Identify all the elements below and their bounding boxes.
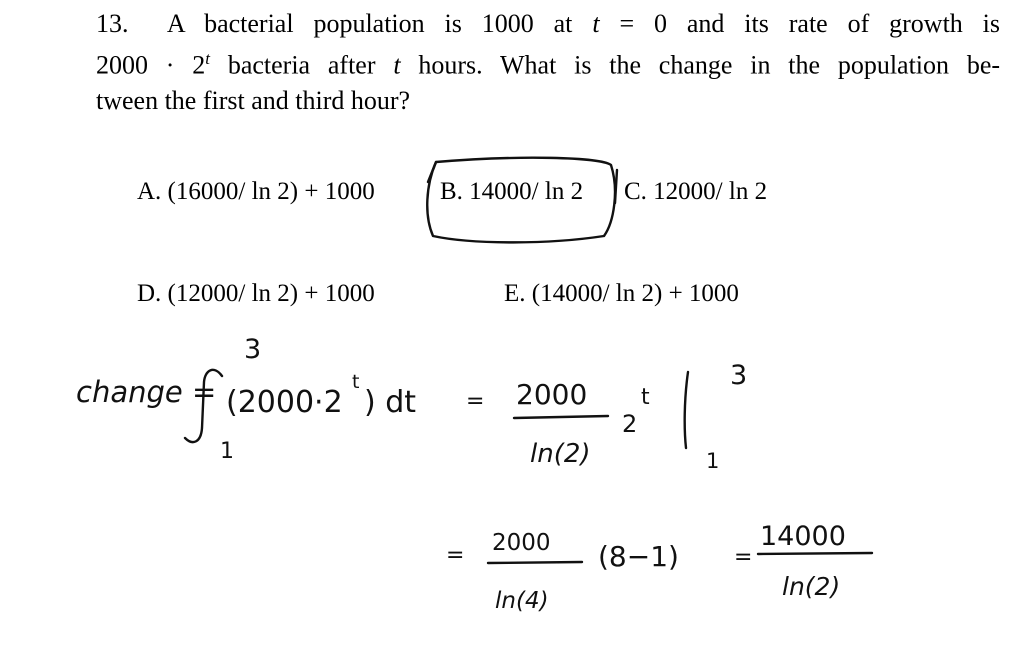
question-text-part: tween the first and third hour? <box>96 85 411 115</box>
fraction-2-bar <box>488 562 582 563</box>
evaluation-lower: 1 <box>706 449 720 473</box>
question-text-part: = 0 and its rate of growth is <box>619 9 1001 38</box>
equals-sign-3: = <box>734 545 753 570</box>
change-label: change = <box>76 375 217 409</box>
integrand: (2000·2 <box>226 385 343 420</box>
upper-limit: 3 <box>244 334 262 365</box>
question-text-part: A bacterial population is 1000 at <box>166 9 573 38</box>
fraction-1-bar <box>514 416 608 418</box>
choice-d[interactable]: D. (12000/ ln 2) + 1000 <box>137 280 375 307</box>
fraction-3-denominator: ln(2) <box>782 572 841 601</box>
integrand-exponent: t <box>352 371 360 393</box>
answer-circle-tail <box>428 162 436 182</box>
evaluation-upper: 3 <box>730 360 748 391</box>
choice-a[interactable]: A. (16000/ ln 2) + 1000 <box>137 178 375 205</box>
equals-sign: = <box>466 389 485 414</box>
fraction-3-numerator: 14000 <box>760 521 846 552</box>
choice-c[interactable]: C. 12000/ ln 2 <box>624 178 768 205</box>
choice-divider <box>615 170 617 203</box>
choice-b[interactable]: B. 14000/ ln 2 <box>440 178 584 205</box>
dt-term: ) dt <box>364 385 417 420</box>
question-text-part: hours. What is the change in the population be- <box>418 50 1001 80</box>
parenthesis-expression: (8−1) <box>598 540 679 573</box>
fraction-2-numerator: 2000 <box>492 530 551 556</box>
answer-circle <box>427 158 615 243</box>
question-text-part: bacteria after <box>227 50 376 80</box>
base-exponent: t <box>641 385 650 410</box>
growth-rate-expression: 2000 · 2 <box>96 50 206 80</box>
variable-t: t <box>592 9 600 38</box>
fraction-2-denominator: ln(4) <box>495 588 549 614</box>
question-number: 13. <box>96 9 129 38</box>
exponent-t: t <box>205 49 210 68</box>
base-two: 2 <box>622 410 638 438</box>
fraction-1-denominator: ln(2) <box>530 439 591 469</box>
evaluation-bar <box>685 372 688 448</box>
lower-limit: 1 <box>220 439 234 464</box>
fraction-3-bar <box>758 553 872 554</box>
variable-t: t <box>393 50 401 80</box>
fraction-1-numerator: 2000 <box>516 378 588 411</box>
equals-sign-2: = <box>446 543 465 568</box>
choice-e[interactable]: E. (14000/ ln 2) + 1000 <box>504 280 739 307</box>
